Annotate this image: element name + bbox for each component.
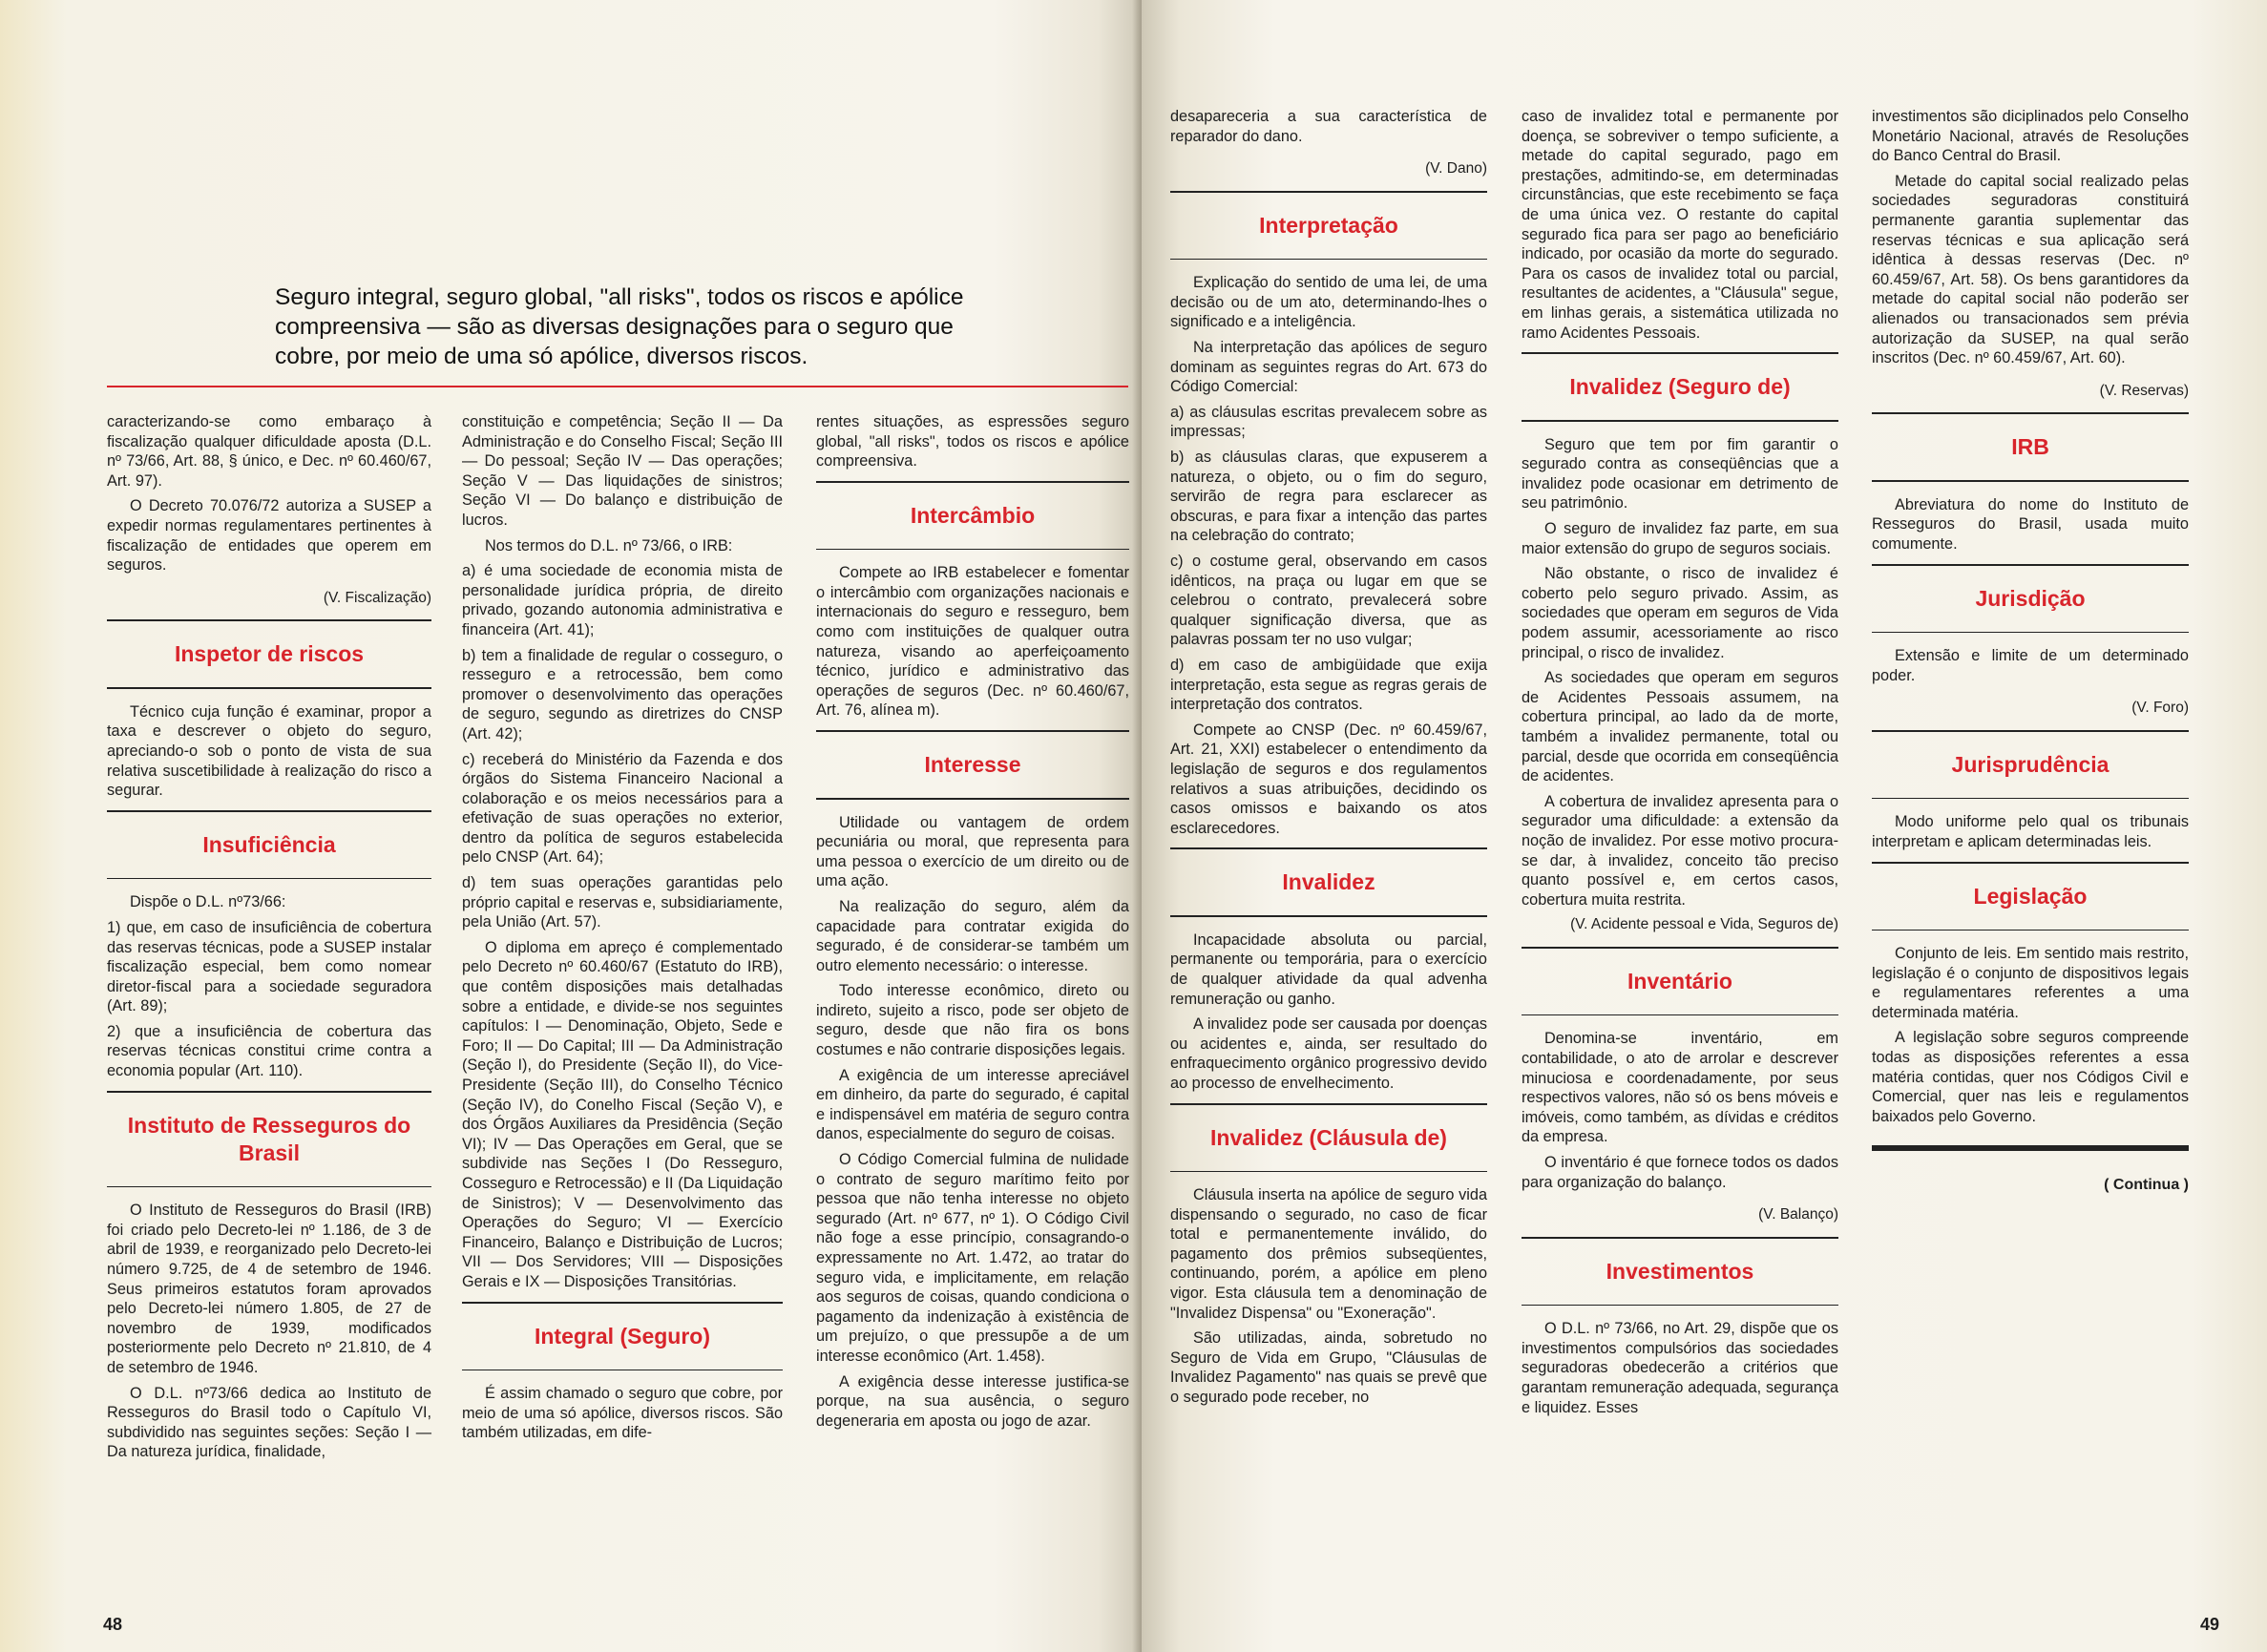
- paragraph: Abreviatura do nome do Instituto de Resseguros do Brasil, usada muito comumente.: [1872, 495, 2189, 553]
- paragraph: A exigência de um interesse apreciável em dinheiro, da parte do segurado, é capital e indispensável em matéria de seguro contra danos, especialmente do seguro de coisas.: [816, 1066, 1129, 1143]
- cross-reference: (V. Dano): [1425, 160, 1487, 178]
- entry-title: Intercâmbio: [910, 502, 1036, 528]
- entry-heading: [816, 730, 1129, 800]
- cross-reference: (V. Acidente pessoal e Vida, Seguros de): [1570, 916, 1838, 933]
- entry-title: Jurisdição: [1975, 585, 2086, 611]
- paragraph: O D.L. nº73/66 dedica ao Instituto de Resseguros do Brasil todo o Capítulo VI, subdividido nas seguintes seções: Seção I — Da natureza jurídica, finalidade,: [107, 1384, 431, 1461]
- continued-note: ( Continua ): [2104, 1177, 2189, 1194]
- paragraph: A cobertura de invalidez apresenta para o segurador uma dificuldade: a extensão da noção de invalidez. Por esse motivo procura-se dar, à invalidez, conceito tão preciso quanto possível e, em certos casos, cobertura muita restrita.: [1522, 792, 1838, 909]
- entry-title: Jurisprudência: [1951, 751, 2110, 777]
- entry-title: IRB: [2011, 434, 2049, 460]
- paragraph: O inventário é que fornece todos os dados para organização do balanço.: [1522, 1153, 1838, 1191]
- cross-reference: (V. Fiscalização): [323, 589, 431, 606]
- paragraph: Técnico cuja função é examinar, propor a taxa e descrever o objeto do seguro, apreciando-o sob o ponto de vista de sua relativa suscetibilidade à realização do risco a segurar.: [107, 702, 431, 800]
- paragraph: investimentos são diciplinados pelo Conselho Monetário Nacional, através de Resoluções do Banco Central do Brasil.: [1872, 108, 2189, 165]
- paragraph: Seguro que tem por fim garantir o segurado contra as conseqüências que a invalidez pode ocasionar em detrimento de seu patrimônio.: [1522, 435, 1838, 512]
- list-item: 2) que a insuficiência de cobertura das reservas técnicas constitui crime contra a economia popular (Art. 110).: [107, 1022, 431, 1080]
- entry-title: Invalidez: [1282, 869, 1375, 895]
- entry-title: Inspetor de riscos: [174, 641, 365, 667]
- paragraph: Não obstante, o risco de invalidez é coberto pelo seguro privado. Assim, as sociedades que operam em seguros de Vida podem assumir, acessoriamente ao risco principal, o risco de invalidez.: [1522, 565, 1838, 661]
- paragraph: O diploma em apreço é complementado pelo Decreto nº 60.460/67 (Estatuto do IRB), que contêm disposições mais detalhadas sobre a entidade, e divide-se nos seguintes capítulos: I — Denominação, Objeto, Sede e Foro; II — Do Capital; III — Da Administração (Seção I), do Presidente (Seção II), do Vice-Presidente (Seção III), do Conselho Técnico (Seção IV), do Conelho Fiscal (Seção V), e dos Órgãos Auxiliares da Presidência (Seção VI); IV — Das Operações em Geral, que se subdivide nas Seções I (Do Resseguro, Cosseguro e Retrocessão) e II (Da Liquidação de Sinistros); V — Desenvolvimento das Operações do Seguro; VI — Exercício Financeiro, Balanço e Distribuição de Lucros; VII — Dos Servidores; VIII — Disposições Gerais e IX — Disposições Transitórias.: [462, 938, 783, 1290]
- entry-title: Insuficiência: [202, 831, 336, 857]
- paragraph: rentes situações, as espressões seguro global, "all risks", todos os riscos e apólice compreensiva.: [816, 413, 1129, 471]
- entry-heading: [1522, 352, 1838, 422]
- paragraph: Na realização do seguro, além da capacidade para contratar exigida do segurado, é de considerar-se também um outro elemento necessário: o interesse.: [816, 897, 1129, 974]
- entry-heading: [1872, 862, 2189, 931]
- list-item: a) é uma sociedade de economia mista de personalidade jurídica própria, de direito privado, gozando autonomia administrativa e financeira (Art. 41);: [462, 562, 783, 638]
- entry-heading: [1170, 847, 1487, 917]
- cross-reference: (V. Foro): [2131, 700, 2189, 717]
- entry-title: Invalidez (Cláusula de): [1210, 1124, 1447, 1150]
- paragraph: O seguro de invalidez faz parte, em sua maior extensão do grupo de seguros sociais.: [1522, 520, 1838, 557]
- paragraph: caso de invalidez total e permanente por doença, se sobreviver o tempo suficiente, a metade do capital segurado, pago em prestações, admitindo-se, em determinadas circunstâncias, que este recebimento se faça de uma única vez. O restante do capital segurado fica para ser pago ao beneficiário indicado, por ocasião da morte do segurado. Para os casos de invalidez total ou parcial, resultantes de acidentes, a "Cláusula" segue, em linhas gerais, a sistemática utilizada no ramo Acidentes Pessoais.: [1522, 108, 1838, 342]
- entry-title: Interpretação: [1259, 212, 1398, 238]
- paragraph: caracterizando-se como embaraço à fiscalização qualquer dificuldade aposta (D.L. nº 73/66, Art. 88, § único, e Dec. nº 60.460/67, Art. 97).: [107, 413, 431, 490]
- paragraph: A invalidez pode ser causada por doenças ou acidentes e, ainda, ser resultado do enfraquecimento orgânico progressivo devido ao processo de envelhecimento.: [1170, 1015, 1487, 1092]
- entry-title: Inventário: [1627, 968, 1732, 993]
- paragraph: Utilidade ou vantagem de ordem pecuniária ou moral, que representa para uma pessoa o exercício de um direito ou de uma ação.: [816, 813, 1129, 890]
- cross-reference: (V. Reservas): [2099, 382, 2189, 399]
- cross-reference: (V. Balanço): [1758, 1206, 1838, 1223]
- paragraph: Incapacidade absoluta ou parcial, permanente ou temporária, para o exercício de qualquer atividade da qual advenha remuneração ou ganho.: [1170, 931, 1487, 1008]
- column-6: [1872, 107, 2189, 1196]
- entry-title: Invalidez (Seguro de): [1569, 374, 1791, 400]
- list-item: a) as cláusulas escritas prevalecem sobre as impressas;: [1170, 403, 1487, 441]
- paragraph: O Decreto 70.076/72 autoriza a SUSEP a expedir normas regulamentares pertinentes à fiscalização de entidades que operem em seguros.: [107, 497, 431, 575]
- intro-text: Seguro integral, seguro global, "all risks", todos os riscos e apólice compreensiva — são as diversas designações para o seguro que cobre, por meio de uma só apólice, diversos riscos.: [275, 284, 964, 369]
- entry-heading: [1872, 564, 2189, 634]
- paragraph: Compete ao IRB estabelecer e fomentar o intercâmbio com organizações nacionais e internacionais do seguro e resseguro, bem como com instituições de qualquer outra natureza, visando ao aperfeiçoamento técnico, jurídico e administrativo das operações de seguros (Dec. nº 60.460/67, Art. 76, alínea m).: [816, 564, 1129, 720]
- entry-heading: [1170, 1103, 1487, 1173]
- right-page: [1142, 0, 2267, 1652]
- entry-heading: [107, 1091, 431, 1188]
- column-1: [107, 412, 431, 1468]
- paragraph: A exigência desse interesse justifica-se porque, na sua ausência, o seguro degeneraria em aposta ou jogo de azar.: [816, 1372, 1129, 1430]
- end-rule: [1872, 1145, 2189, 1151]
- entry-title: Instituto de Resseguros do Brasil: [127, 1112, 411, 1165]
- list-item: c) receberá do Ministério da Fazenda e dos órgãos do Sistema Financeiro Nacional a colaboração e os meios necessários para a efetivação de suas operações no exterior, dentro da política de seguros estabelecida pelo CNSP (Art. 64);: [462, 750, 783, 867]
- entry-title: Investimentos: [1606, 1258, 1754, 1284]
- entry-heading: [107, 810, 431, 880]
- page-number-right: 49: [2199, 1615, 2219, 1634]
- paragraph: Cláusula inserta na apólice de seguro vida dispensando o segurado, no caso de ficar total e permanentemente inválido, do pagamento dos prêmios subseqüentes, continuando, porém, a apólice em pleno vigor. Esta cláusula tem a denominação de "Invalidez Dispensa" ou "Exoneração".: [1170, 1186, 1487, 1322]
- paragraph: constituição e competência; Seção II — Da Administração e do Conselho Fiscal; Seção III — Do pessoal; Seção IV — Das operações; Seção V — Das liquidações de sinistros; Seção VI — Do balanço e distribuição de lucros.: [462, 413, 783, 529]
- list-item: 1) que, em caso de insuficiência de cobertura das reservas técnicas, pode a SUSEP instalar fiscalização especial, bem como nomear diretor-fiscal para a sociedade seguradora (Art. 89);: [107, 918, 431, 1015]
- paragraph: O Código Comercial fulmina de nulidade o contrato de seguro marítimo feito por pessoa que não tenha interesse no objeto segurado (Art. nº 677, nº 1). O Código Civil não foge a esse princípio, consagrando-o expressamente no Art. 1.472, ao tratar do seguro vida, e implicitamente, em relação aos seguros de coisas, quando condiciona o pagamento da indenização à existência de um prejuízo, o que pressupõe a de um interesse econômico (Art. 1.458).: [816, 1151, 1129, 1365]
- list-item: d) em caso de ambigüidade que exija interpretação, esta segue as regras gerais de interpretação dos contratos.: [1170, 656, 1487, 714]
- paragraph: A legislação sobre seguros compreende todas as disposições referentes a essa matéria contidas, quer nos Códigos Civil e Comercial, quer nas leis e regulamentos baixados pelo Governo.: [1872, 1029, 2189, 1125]
- paragraph: Dispõe o D.L. nº73/66:: [130, 893, 286, 911]
- list-item: b) as cláusulas claras, que expuserem a natureza, o objeto, ou o fim do seguro, servirão de regra para esclarecer as obscuras, e para fixar a intenção das partes na celebração do contrato;: [1170, 449, 1487, 545]
- entry-title: Integral (Seguro): [534, 1323, 710, 1349]
- entry-heading: [1170, 191, 1487, 261]
- entry-heading: [1872, 412, 2189, 482]
- paragraph: É assim chamado o seguro que cobre, por meio de uma só apólice, diversos riscos. São também utilizadas, em dife-: [462, 1385, 783, 1442]
- paragraph: O D.L. nº 73/66, no Art. 29, dispõe que os investimentos compulsórios das sociedades seguradoras obedecerão a critérios que garantam remuneração adequada, segurança e liquidez. Esses: [1522, 1320, 1838, 1416]
- page-number-left: 48: [103, 1615, 123, 1634]
- entry-heading: [107, 619, 431, 689]
- paragraph: Explicação do sentido de uma lei, de uma decisão ou de um ato, determinando-lhes o significado e a inteligência.: [1170, 274, 1487, 331]
- paragraph: O Instituto de Resseguros do Brasil (IRB) foi criado pelo Decreto-lei nº 1.186, de 3 de abril de 1939, e reorganizado pelo Decreto-lei número 9.725, de 4 de setembro de 1946. Seus primeiros estatutos foram aprovados pelo Decreto-lei número 1.805, de 27 de novembro de 1939, modificados posteriormente pelo Decreto nº 21.810, de 4 de setembro de 1946.: [107, 1202, 431, 1376]
- paragraph: Compete ao CNSP (Dec. nº 60.459/67, Art. 21, XXI) estabelecer o entendimento da legislação de seguros e dos regulamentos relativos a suas atribuições, decidindo os casos omissos e baixando os atos esclarecedores.: [1170, 721, 1487, 837]
- column-4: [1170, 107, 1487, 1413]
- paragraph: Denomina-se inventário, em contabilidade, o ato de arrolar e descrever minuciosa e coordenadamente, por seus respectivos valores, não só os bens móveis e imóveis, como também, as dívidas e créditos da empresa.: [1522, 1030, 1838, 1146]
- entry-heading: [1872, 730, 2189, 800]
- column-5: [1522, 107, 1838, 1423]
- paragraph: Modo uniforme pelo qual os tribunais interpretam e aplicam determinadas leis.: [1872, 813, 2189, 850]
- list-item: c) o costume geral, observando em casos idênticos, na praça ou lugar em que se celebrou o contrato, prevalecerá sobre qualquer significação diversa, que as palavras possam ter no uso vulgar;: [1170, 553, 1487, 649]
- paragraph: As sociedades que operam em seguros de Acidentes Pessoais assumem, na cobertura principal, ao lado da de morte, também a invalidez permanente, total ou parcial, desde que ocorrida em conseqüência de acidentes.: [1522, 669, 1838, 785]
- paragraph: Todo interesse econômico, direto ou indireto, sujeito a risco, pode ser objeto de seguro, desde que não fira os bons costumes e não contrarie disposições legais.: [816, 982, 1129, 1059]
- list-item: b) tem a finalidade de regular o cosseguro, o resseguro e a retrocessão, bem como promover o desenvolvimento das operações de seguro, segundo as diretrizes do CNSP (Art. 42);: [462, 646, 783, 742]
- entry-title: Interesse: [924, 752, 1021, 778]
- entry-heading: [1522, 947, 1838, 1016]
- paragraph: Metade do capital social realizado pelas sociedades seguradoras constituirá permanente garantia suplementar das reservas técnicas e sua aplicação será idêntica à dessas reservas (Dec. nº 60.459/67, Art. 58). Os bens garantidores da metade do capital social não poderão ser alienados ou transacionados sem prévia autorização da SUSEP, na qual serão inscritos (Dec. nº 60.459/67, Art. 60).: [1872, 172, 2189, 367]
- paragraph: Conjunto de leis. Em sentido mais restrito, legislação é o conjunto de dispositivos legais e regulamentares referentes a uma determinada matéria.: [1872, 945, 2189, 1021]
- entry-heading: [1522, 1237, 1838, 1307]
- paragraph: desapareceria a sua característica de reparador do dano.: [1170, 108, 1487, 145]
- paragraph: São utilizadas, ainda, sobretudo no Seguro de Vida em Grupo, "Cláusulas de Invalidez Pagamento" nas quais se prevê que o segurado pode receber, no: [1170, 1329, 1487, 1406]
- list-item: d) tem suas operações garantidas pelo próprio capital e reservas e, subsidiariamente, pela União (Art. 57).: [462, 874, 783, 931]
- entry-heading: [816, 481, 1129, 551]
- paragraph: Na interpretação das apólices de seguro dominam as seguintes regras do Art. 673 do Código Comercial:: [1170, 339, 1487, 396]
- paragraph: Nos termos do D.L. nº 73/66, o IRB:: [485, 536, 733, 554]
- red-divider: [107, 386, 1128, 387]
- column-3: [816, 412, 1129, 1436]
- paragraph: Extensão e limite de um determinado poder.: [1872, 647, 2189, 684]
- entry-heading: [462, 1302, 783, 1371]
- entry-title: Legislação: [1973, 883, 2088, 909]
- column-2: [462, 412, 783, 1449]
